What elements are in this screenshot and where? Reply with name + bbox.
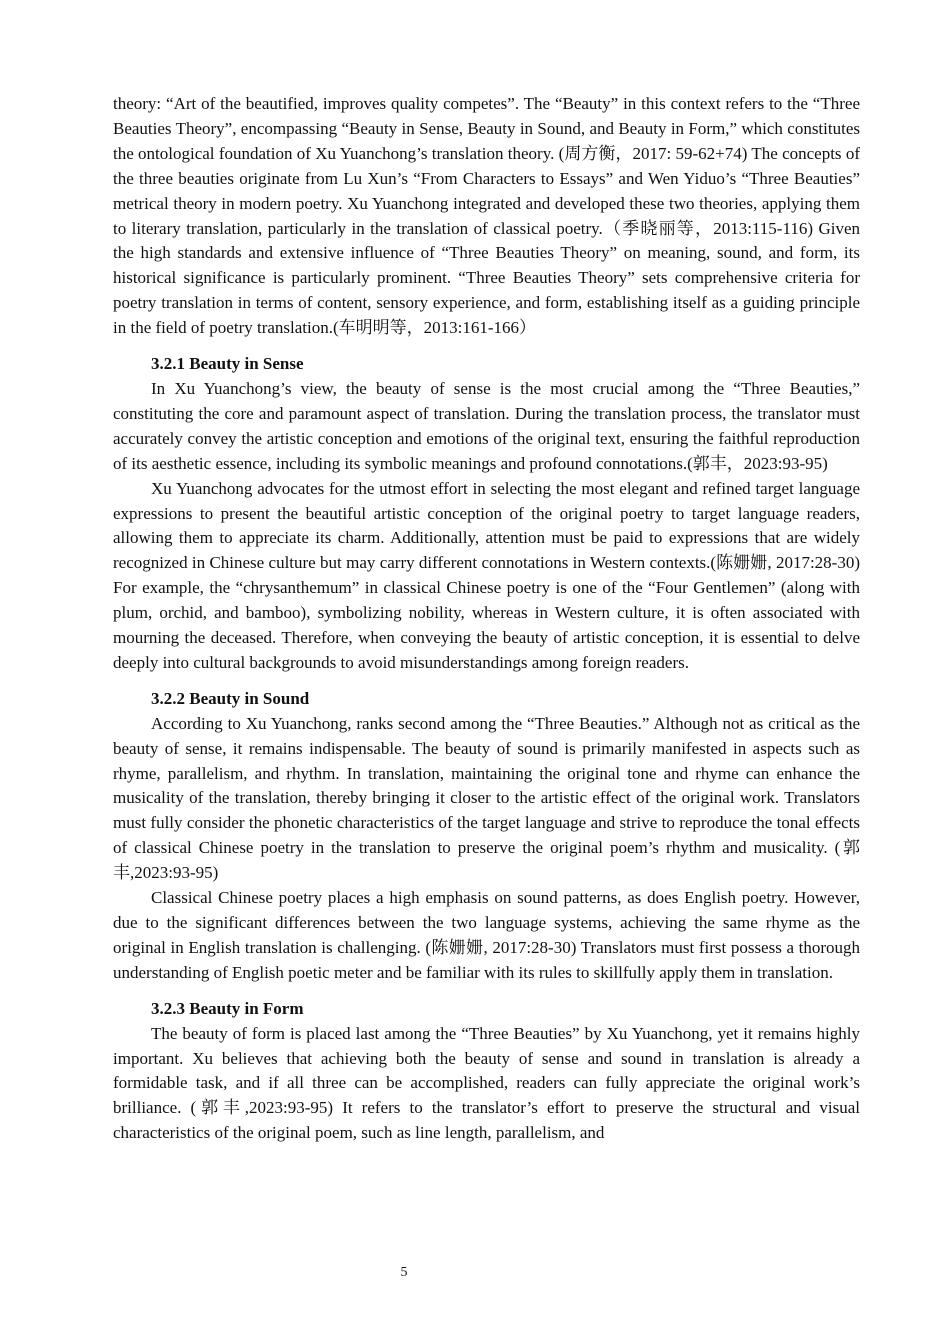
section-gap [113, 986, 860, 997]
body-paragraph: Classical Chinese poetry places a high emphasis on sound patterns, as does English poetry. However, due to the significant differences between the two language systems, achieving the same rhyme as the original in English translation is challenging. (陈姗姗, 2017:28-30) Translators must first possess a thorough understanding of English poetic meter and be familiar with its rules to skillfully apply them in translation. [113, 888, 860, 982]
page-number: 5 [400, 1265, 408, 1280]
body-paragraph: According to Xu Yuanchong, ranks second among the “Three Beauties.” Although not as critical as the beauty of sense, it remains indispensable. The beauty of sound is primarily manifested in aspects such as rhyme, parallelism, and rhythm. In translation, maintaining the original tone and rhyme can enhance the musicality of the translation, thereby bringing it closer to the artistic effect of the original work. Translators must fully consider the phonetic characteristics of the target language and strive to reproduce the tonal effects of classical Chinese poetry in the translation to preserve the original poem’s rhythm and musicality. (郭丰,2023:93-95) [113, 713, 860, 883]
body-paragraph: Xu Yuanchong advocates for the utmost effort in selecting the most elegant and refined target language expressions to present the beautiful artistic conception of the original poetry to target language readers, allowing them to appreciate its charm. Additionally, attention must be paid to expressions that are widely recognized in Chinese culture but may carry different connotations in Western contexts.(陈姗姗, 2017:28-30) For example, the “chrysanthemum” in classical Chinese poetry is one of the “Four Gentlemen” (along with plum, orchid, and bamboo), symbolizing nobility, whereas in Western culture, it is often associated with mourning the deceased. Therefore, when conveying the beauty of artistic conception, it is essential to delve deeply into cultural backgrounds to avoid misunderstandings among foreign readers. [113, 478, 860, 672]
section-gap [113, 676, 860, 687]
body-paragraph: In Xu Yuanchong’s view, the beauty of sense is the most crucial among the “Three Beauties,” constituting the core and paramount aspect of translation. During the translation process, the translator must accurately convey the artistic conception and emotions of the original text, ensuring the faithful reproduction of its aesthetic essence, including its symbolic meanings and profound connotations.(郭丰，2023:93-95) [113, 378, 860, 473]
section-heading-beauty-in-sense: 3.2.1 Beauty in Sense [151, 354, 304, 374]
section-gap [113, 341, 860, 352]
document-body [113, 92, 860, 1146]
body-paragraph: The beauty of form is placed last among the “Three Beauties” by Xu Yuanchong, yet it remains highly important. Xu believes that achieving both the beauty of sense and sound in translation is already a formidable task, and if all three can be accomplished, readers can fully appreciate the original work’s brilliance. (郭丰,2023:93-95) It refers to the translator’s effort to preserve the structural and visual characteristics of the original poem, such as line length, parallelism, and [113, 1023, 860, 1143]
section-heading-beauty-in-sound: 3.2.2 Beauty in Sound [151, 688, 310, 708]
section-heading-beauty-in-form: 3.2.3 Beauty in Form [151, 998, 304, 1018]
intro-paragraph: theory: “Art of the beautified, improves quality competes”. The “Beauty” in this context refers to the “Three Beauties Theory”, encompassing “Beauty in Sense, Beauty in Sound, and Beauty in Form,” which constitutes the ontological foundation of Xu Yuanchong’s translation theory. (周方衡，2017: 59-62+74) The concepts of the three beauties originate from Lu Xun’s “From Characters to Essays” and Wen Yiduo’s “Three Beauties” metrical theory in modern poetry. Xu Yuanchong integrated and developed these two theories, applying them to literary translation, particularly in the translation of classical poetry.（季晓丽等，2013:115-116) Given the high standards and extensive influence of “Three Beauties Theory” on meaning, sound, and form, its historical significance is particularly prominent. “Three Beauties Theory” sets comprehensive criteria for poetry translation in terms of content, sensory experience, and form, establishing itself as a guiding principle in the field of poetry translation.(车明明等，2013:161-166） [113, 94, 860, 338]
